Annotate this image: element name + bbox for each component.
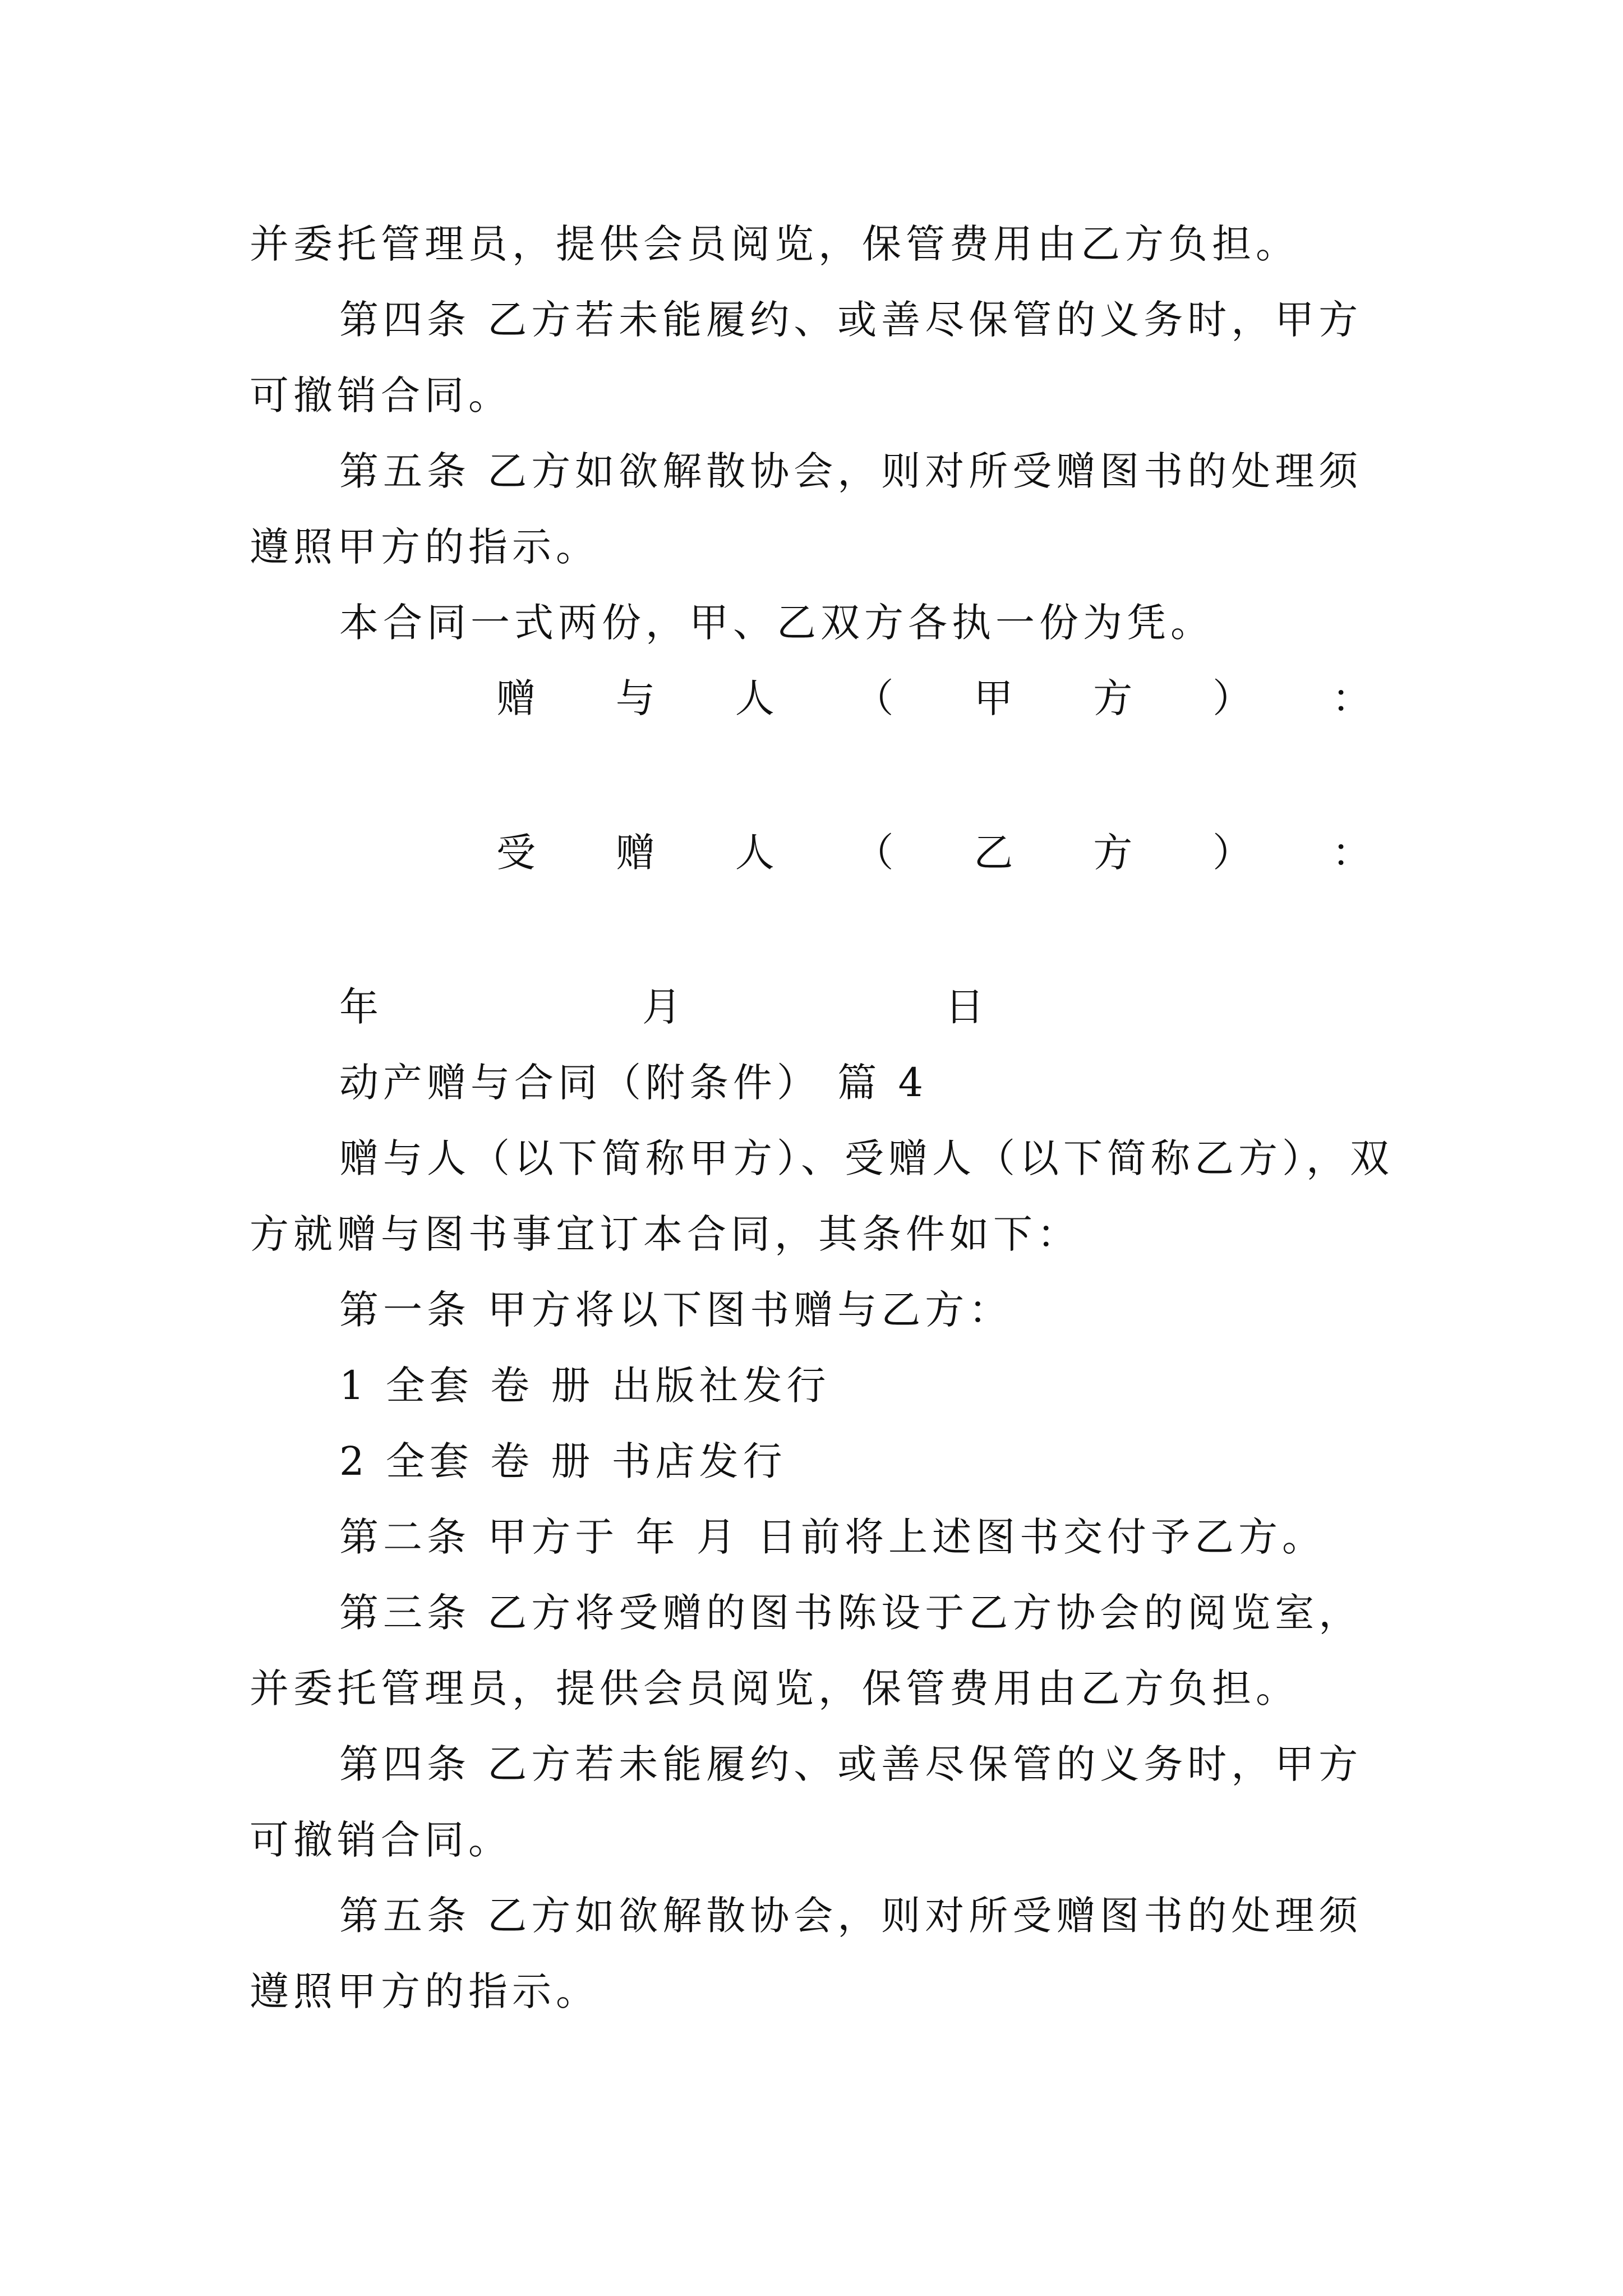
- date-year: 年: [339, 984, 379, 1030]
- sig-char: （: [854, 830, 894, 876]
- clause-5b-line-2: 遵照甲方的指示。: [250, 1968, 600, 2014]
- sig-char: ：: [1331, 675, 1371, 721]
- clause-2: 第二条 甲方于 年 月 日前将上述图书交付予乙方。: [339, 1514, 1326, 1560]
- sig-char: ）: [1212, 675, 1252, 721]
- sig-char: 方: [1093, 675, 1133, 721]
- sig-char: 受: [496, 830, 536, 876]
- sig-char: 赠: [496, 675, 536, 721]
- paragraph-line: 并委托管理员，提供会员阅览，保管费用由乙方负担。: [250, 221, 1299, 267]
- clause-4b-line-1: 第四条 乙方若未能履约、或善尽保管的义务时，甲方: [339, 1741, 1363, 1787]
- clause-5-line-1: 第五条 乙方如欲解散协会，则对所受赠图书的处理须: [339, 448, 1363, 494]
- parties-line-1: 赠与人（以下简称甲方）、受赠人（以下简称乙方），双: [339, 1135, 1394, 1181]
- sig-char: （: [854, 675, 894, 721]
- clause-4b-line-2: 可撤销合同。: [250, 1817, 512, 1863]
- clause-3-line-1: 第三条 乙方将受赠的图书陈设于乙方协会的阅览室，: [339, 1590, 1363, 1636]
- sig-char: 乙: [974, 830, 1013, 876]
- sig-char: ：: [1331, 830, 1371, 876]
- sig-char: 人: [735, 675, 774, 721]
- copies-statement: 本合同一式两份，甲、乙双方各执一份为凭。: [339, 600, 1214, 646]
- book-item-2: 2 全套 卷 册 书店发行: [339, 1438, 787, 1484]
- sig-char: 方: [1093, 830, 1133, 876]
- sig-char: 赠: [615, 830, 655, 876]
- sig-char: 人: [735, 830, 774, 876]
- book-item-1: 1 全套 卷 册 出版社发行: [339, 1363, 831, 1409]
- date-month: 月: [642, 984, 681, 1030]
- clause-1: 第一条 甲方将以下图书赠与乙方：: [339, 1287, 1013, 1333]
- donee-signature-line: [496, 825, 1371, 881]
- clause-4-line-2: 可撤销合同。: [250, 372, 512, 418]
- clause-4-line-1: 第四条 乙方若未能履约、或善尽保管的义务时，甲方: [339, 297, 1363, 343]
- donor-signature-line: [496, 670, 1371, 726]
- clause-5-line-2: 遵照甲方的指示。: [250, 524, 600, 570]
- date-day: 日: [945, 984, 984, 1030]
- sig-char: 与: [615, 675, 655, 721]
- date-line: [339, 979, 984, 1035]
- clause-5b-line-1: 第五条 乙方如欲解散协会，则对所受赠图书的处理须: [339, 1893, 1363, 1939]
- sig-char: ）: [1212, 830, 1252, 876]
- parties-line-2: 方就赠与图书事宜订本合同，其条件如下：: [250, 1211, 1081, 1257]
- clause-3-line-2: 并委托管理员，提供会员阅览，保管费用由乙方负担。: [250, 1665, 1299, 1711]
- sig-char: 甲: [974, 675, 1013, 721]
- section-title: 动产赠与合同（附条件） 篇 4: [339, 1060, 928, 1106]
